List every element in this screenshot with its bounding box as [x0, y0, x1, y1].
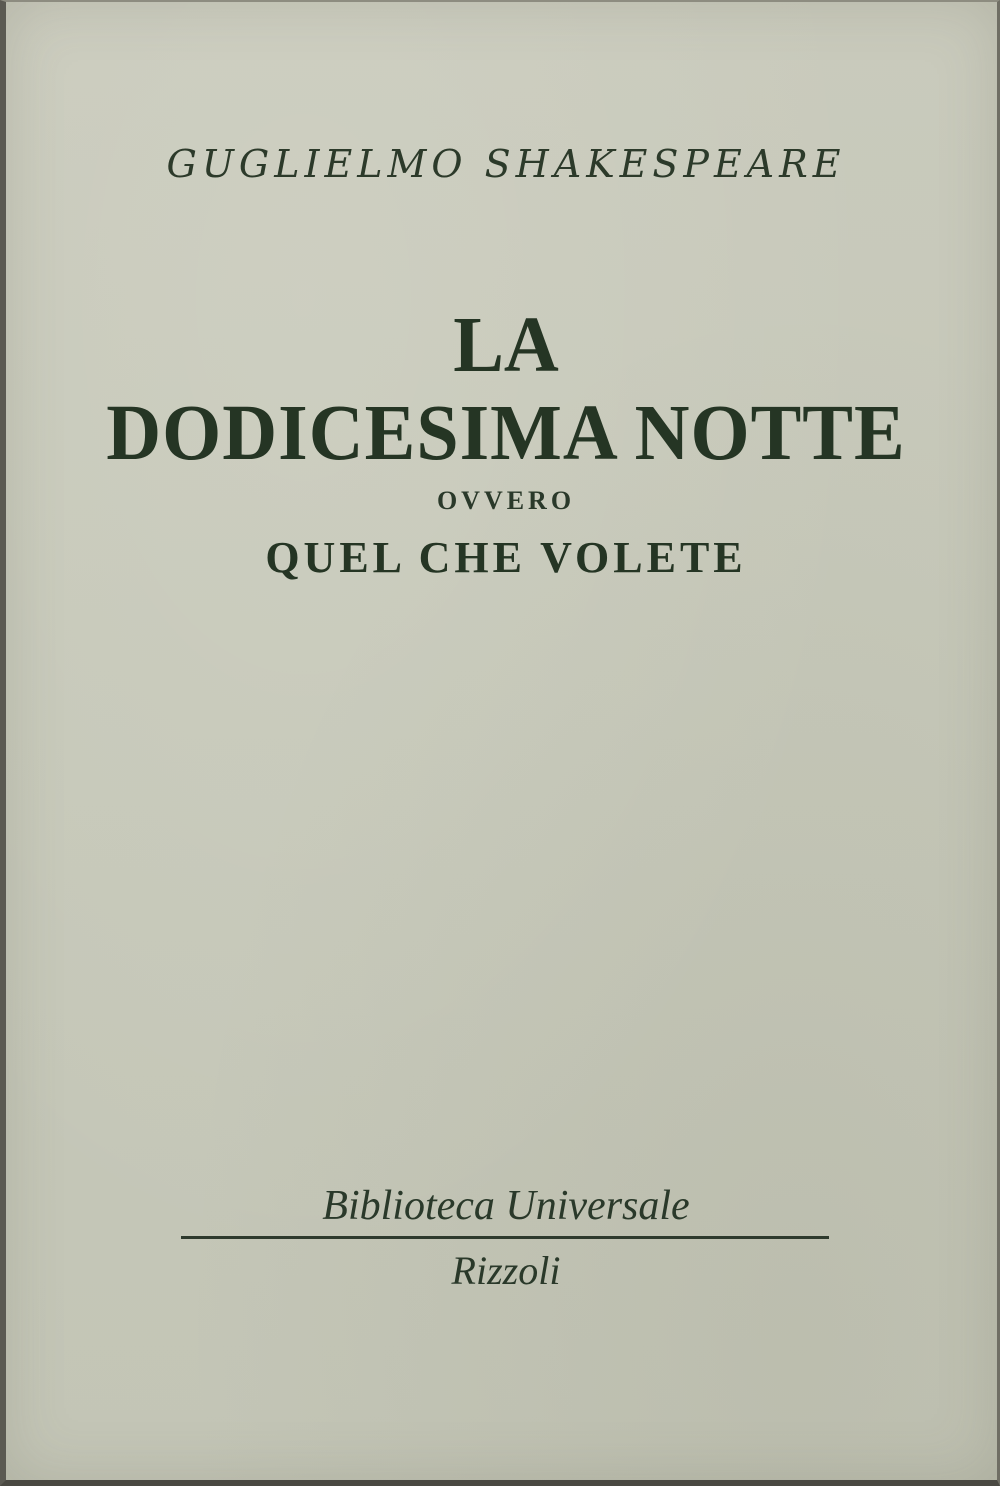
title-line-2: DODICESIMA NOTTE: [106, 388, 906, 478]
series-name: Biblioteca Universale: [322, 1183, 690, 1229]
title-line-1: LA: [453, 300, 559, 390]
author-name: GUGLIELMO SHAKESPEARE: [166, 142, 846, 186]
publisher-name: Rizzoli: [451, 1248, 561, 1293]
title-conjunction: OVVERO: [436, 486, 576, 515]
subtitle: QUEL CHE VOLETE: [265, 533, 747, 582]
divider-rule: [181, 1236, 829, 1239]
